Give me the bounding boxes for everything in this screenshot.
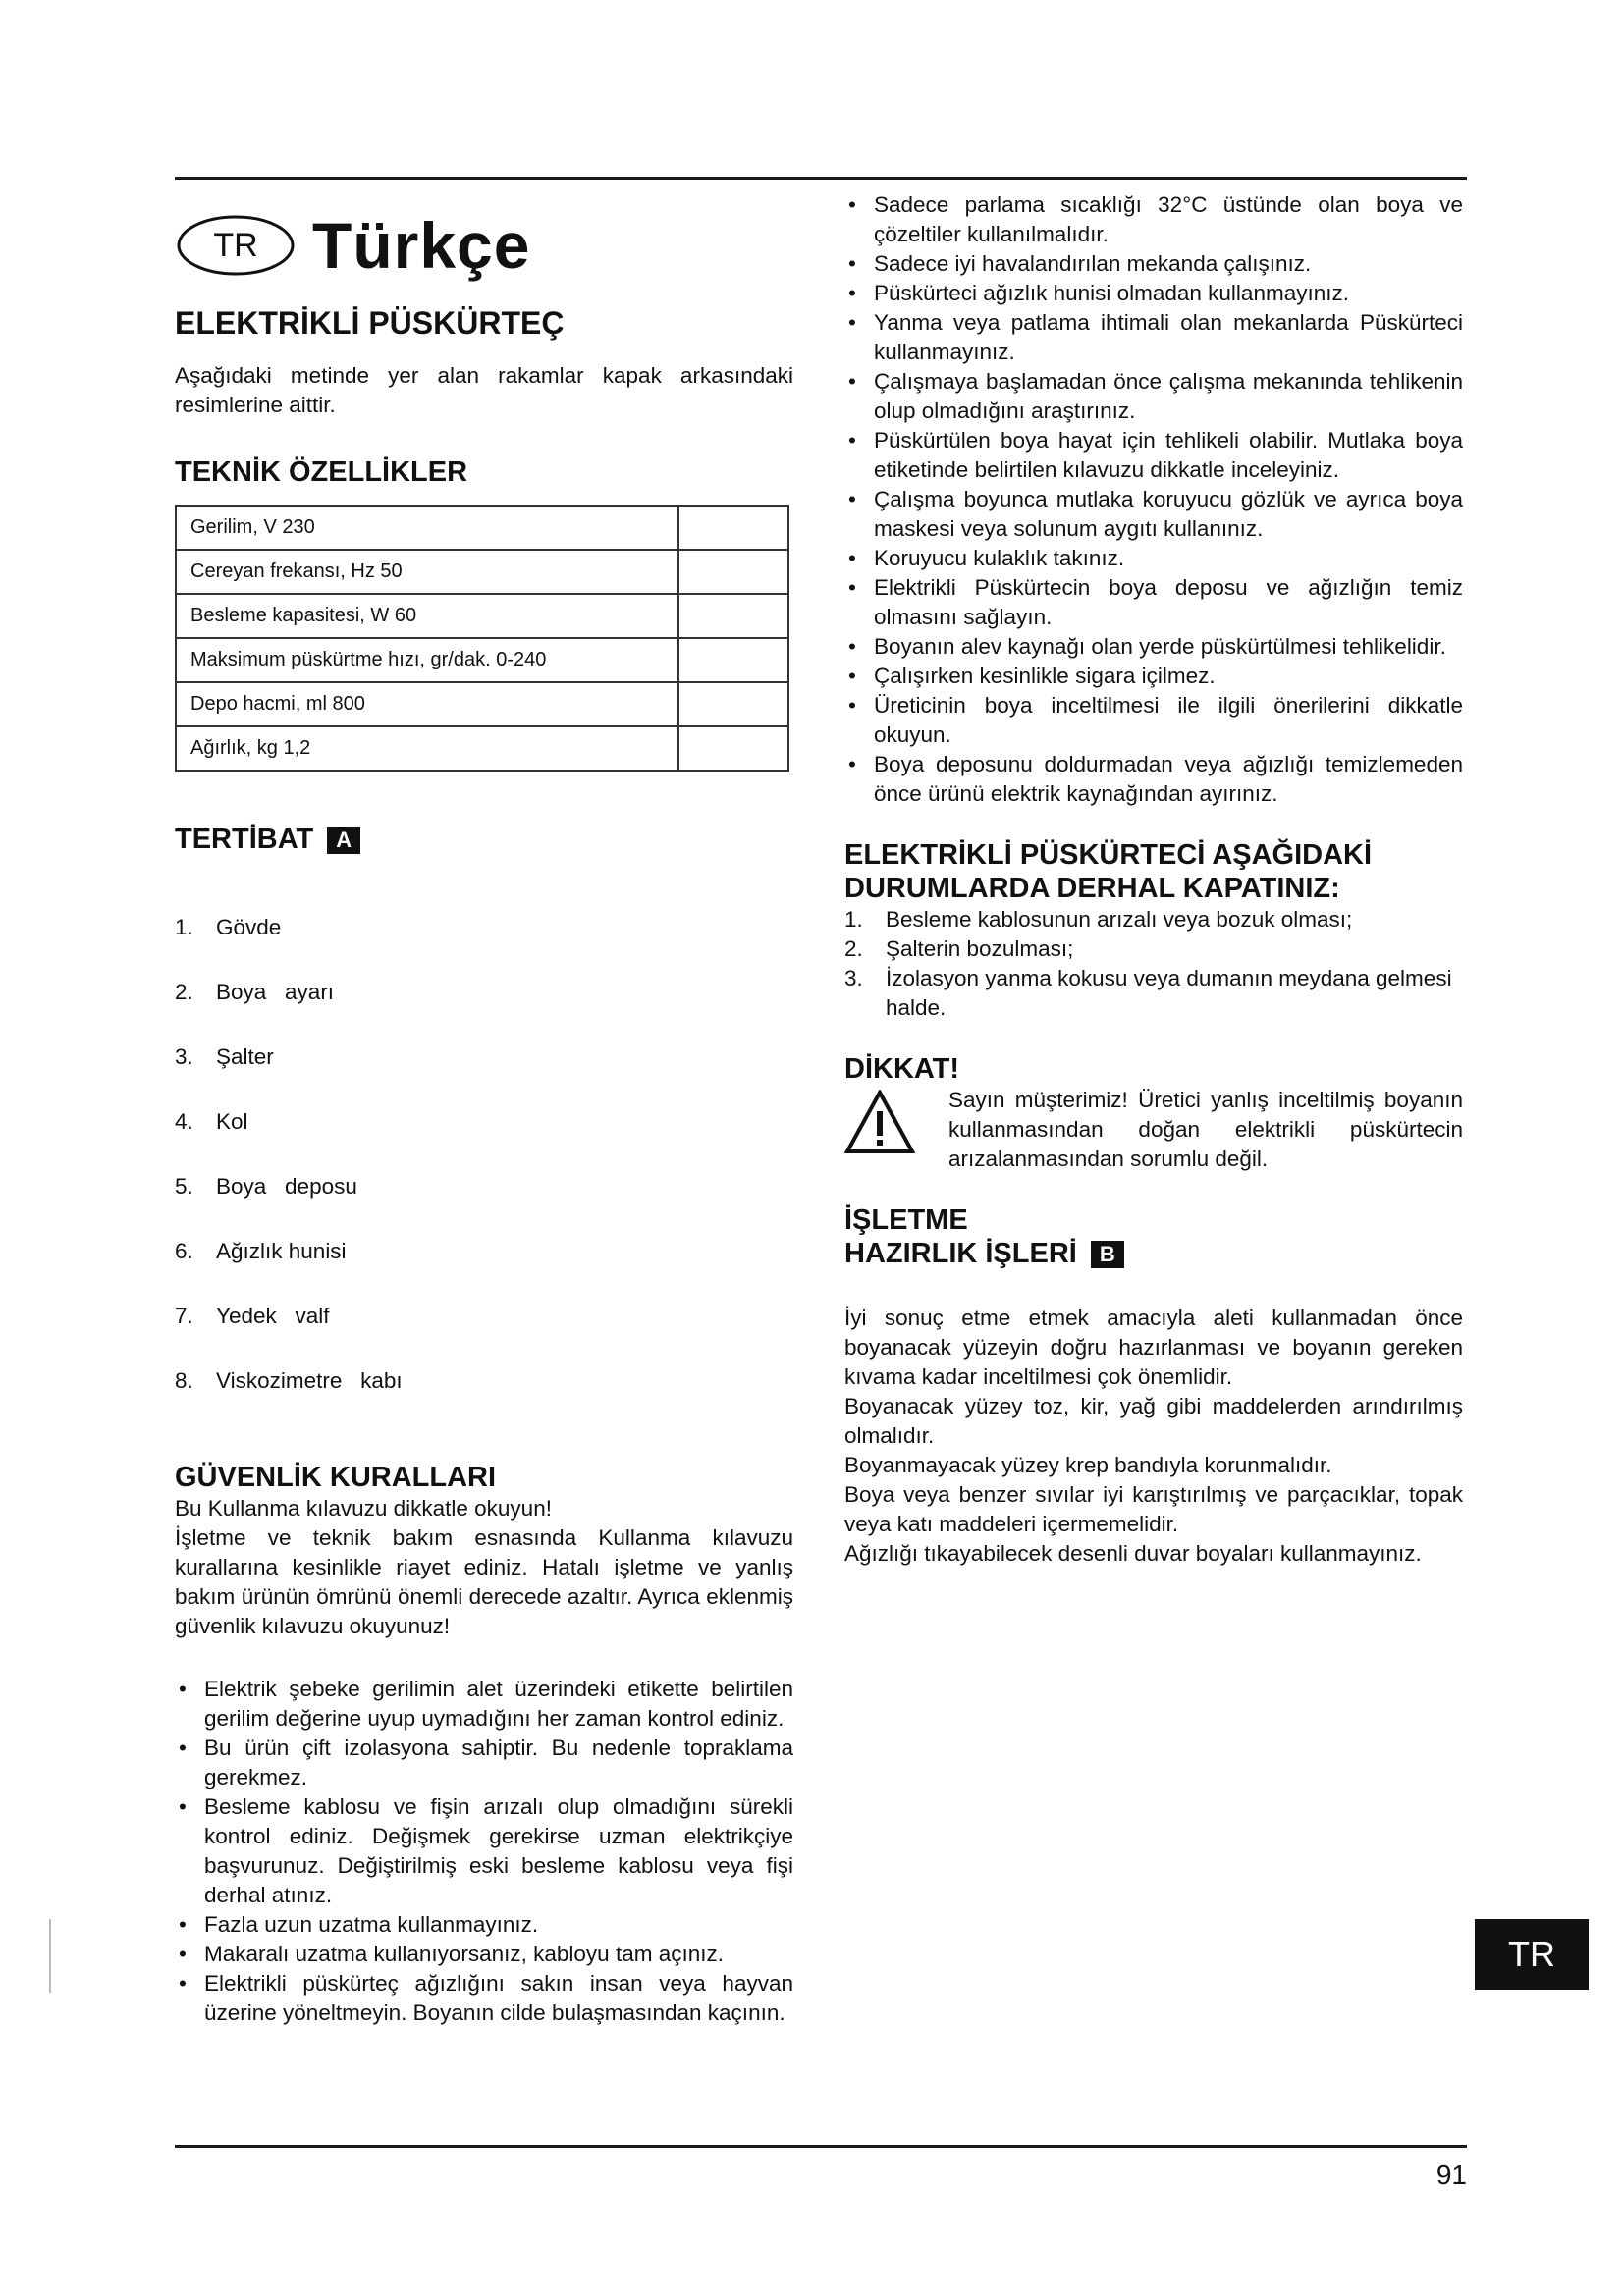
figure-marker-a: A [327,827,360,854]
operation-paragraph: Boyanacak yüzey toz, kir, yağ gibi maddelerden arındırılmış olmalıdır. [844,1394,1463,1448]
spec-cell: Cereyan frekansı, Hz 50 [176,550,678,594]
list-item: • Püskürteci ağızlık hunisi olmadan kullanmayınız. [844,279,1463,308]
list-item: • Elektrikli püskürteç ağızlığını sakın insan veya hayvan üzerine yöneltmeyin. Boyanın cilde bulaşmasından kaçının. [175,1969,793,2028]
shutdown-list [844,905,1463,1023]
top-rule [175,177,1467,180]
operation-paragraph: İyi sonuç etme etmek amacıyla aleti kullanmadan önce boyanacak yüzeyin doğru hazırlanması ve boyanın gereken kıvama kadar inceltilmesi çok önemlidir. [844,1306,1463,1389]
spec-blank-cell [678,682,788,726]
spec-blank-cell [678,550,788,594]
list-item: • Elektrikli Püskürtecin boya deposu ve ağızlığın temiz olmasını sağlayın. [844,573,1463,632]
spec-cell: Gerilim, V 230 [176,506,678,550]
figure-marker-b: B [1091,1241,1124,1268]
list-item: • Çalışma boyunca mutlaka koruyucu gözlük ve ayrıca boya maskesi veya solunum aygıtı kullanınız. [844,485,1463,544]
table-row [176,638,788,682]
list-item: • Makaralı uzatma kullanıyorsanız, kabloyu tam açınız. [175,1940,793,1969]
operation-paragraph: Boya veya benzer sıvılar iyi karıştırılmış ve parçacıklar, topak veya katı maddeleri içermemelidir. [844,1482,1463,1536]
operation-title-line2: HAZIRLIK İŞLERİ [844,1238,1077,1269]
table-row [176,726,788,771]
warning-block [844,1086,1463,1174]
language-header [175,206,793,285]
spec-cell: Maksimum püskürtme hızı, gr/dak. 0-240 [176,638,678,682]
list-item: 7. Yedek valf [175,1304,330,1328]
spec-blank-cell [678,594,788,638]
safety-title: GÜVENLİK KURALLARI [175,1462,497,1493]
list-item: • Yanma veya patlama ihtimali olan mekanlarda Püskürteci kullanmayınız. [844,308,1463,367]
list-item: • Sadece iyi havalandırılan mekanda çalışınız. [844,249,1463,279]
list-item: • Elektrik şebeke gerilimin alet üzerindeki etikette belirtilen gerilim değerine uyup uymadığını her zaman kontrol ediniz. [175,1675,793,1734]
operation-paragraph: Boyanmayacak yüzey krep bandıyla korunmalıdır. [844,1453,1332,1477]
language-side-tab: TR [1475,1919,1589,1990]
list-item: 4. Kol [175,1109,248,1134]
spec-cell: Depo hacmi, ml 800 [176,682,678,726]
page-number: 91 [1435,2160,1467,2190]
left-column [175,206,793,2028]
operation-title-line1: İŞLETME [844,1204,968,1236]
equipment-list [175,878,793,1431]
language-code: TR [213,226,258,264]
list-item: 3. Şalter [175,1044,274,1069]
table-row [176,550,788,594]
warning-text: Sayın müşterimiz! Üretici yanlış inceltilmiş boyanın kullanmasından doğan elektrikli püskürtecin arızalanmasından sorumlu değil. [948,1088,1463,1171]
list-item: 8. Viskozimetre kabı [175,1368,403,1393]
operation-text [844,1304,1463,1569]
spec-blank-cell [678,638,788,682]
language-title: Türkçe [312,209,531,282]
list-item: • Koruyucu kulaklık takınız. [844,544,1463,573]
bottom-rule [175,2145,1467,2148]
safety-list-right [844,190,1463,809]
spec-cell: Ağırlık, kg 1,2 [176,726,678,771]
equipment-title-text: TERTİBAT [175,824,314,855]
list-item: • Boya deposunu doldurmadan veya ağızlığı temizlemeden önce ürünü elektrik kaynağından ayırınız. [844,750,1463,809]
spec-blank-cell [678,506,788,550]
list-item: 3. İzolasyon yanma kokusu veya dumanın meydana gelmesi halde. [844,966,1452,1020]
list-item: • Çalışırken kesinlikle sigara içilmez. [844,662,1463,691]
table-row [176,594,788,638]
warning-title: DİKKAT! [844,1053,960,1085]
left-margin-mark [49,1919,51,1993]
warning-triangle-icon [844,1090,915,1154]
specs-title: TEKNİK ÖZELLİKLER [175,456,468,488]
list-item: • Sadece parlama sıcaklığı 32°C üstünde olan boya ve çözeltiler kullanılmalıdır. [844,190,1463,249]
list-item: • Boyanın alev kaynağı olan yerde püskürtülmesi tehlikelidir. [844,632,1463,662]
safety-paragraph: İşletme ve teknik bakım esnasında Kullanma kılavuzu kurallarına kesinlikle riayet ediniz. Hatalı işletme ve yanlış bakım ürünün ömrünü önemli derecede azaltır. Ayrıca eklenmiş güvenlik kılavuzu okuyunuz! [175,1525,793,1638]
list-item: • Üreticinin boya inceltilmesi ile ilgili önerilerini dikkatle okuyun. [844,691,1463,750]
specs-table [175,505,789,772]
safety-intro: Bu Kullanma kılavuzu dikkatle okuyun! [175,1496,552,1521]
list-item: • Püskürtülen boya hayat için tehlikeli olabilir. Mutlaka boya etiketinde belirtilen kılavuzu dikkatle inceleyiniz. [844,426,1463,485]
shutdown-title-line1: ELEKTRİKLİ PÜSKÜRTECİ AŞAĞIDAKİ [844,839,1373,871]
list-item: • Bu ürün çift izolasyona sahiptir. Bu nedenle topraklama gerekmez. [175,1734,793,1792]
intro-text: Aşağıdaki metinde yer alan rakamlar kapak arkasındaki resimlerine aittir. [175,363,793,417]
equipment-title [175,823,793,856]
table-row [176,682,788,726]
operation-title [844,1203,1463,1270]
spec-blank-cell [678,726,788,771]
list-item: 6. Ağızlık hunisi [175,1239,347,1263]
list-item: 1. Besleme kablosunun arızalı veya bozuk olması; [844,907,1353,932]
spec-cell: Besleme kapasitesi, W 60 [176,594,678,638]
list-item: 2. Şalterin bozulması; [844,936,1074,961]
list-item: 5. Boya deposu [175,1174,357,1199]
shutdown-title [844,838,1463,905]
list-item: 1. Gövde [175,915,282,939]
table-row [176,506,788,550]
operation-paragraph: Ağızlığı tıkayabilecek desenli duvar boyaları kullanmayınız. [844,1541,1422,1566]
list-item: 2. Boya ayarı [175,980,335,1004]
right-column [844,190,1463,1569]
safety-list-left [175,1675,793,2028]
list-item: • Besleme kablosu ve fişin arızalı olup olmadığını sürekli kontrol ediniz. Değişmek gerekirse uzman elektrikçiye başvurunuz. Değiştirilmiş eski besleme kablosu veya fişi derhal atınız. [175,1792,793,1910]
list-item: • Çalışmaya başlamadan önce çalışma mekanında tehlikenin olup olmadığını araştırınız. [844,367,1463,426]
product-title: ELEKTRİKLİ PÜSKÜRTEÇ [175,305,565,341]
list-item: • Fazla uzun uzatma kullanmayınız. [175,1910,793,1940]
shutdown-title-line2: DURUMLARDA DERHAL KAPATINIZ: [844,873,1340,904]
